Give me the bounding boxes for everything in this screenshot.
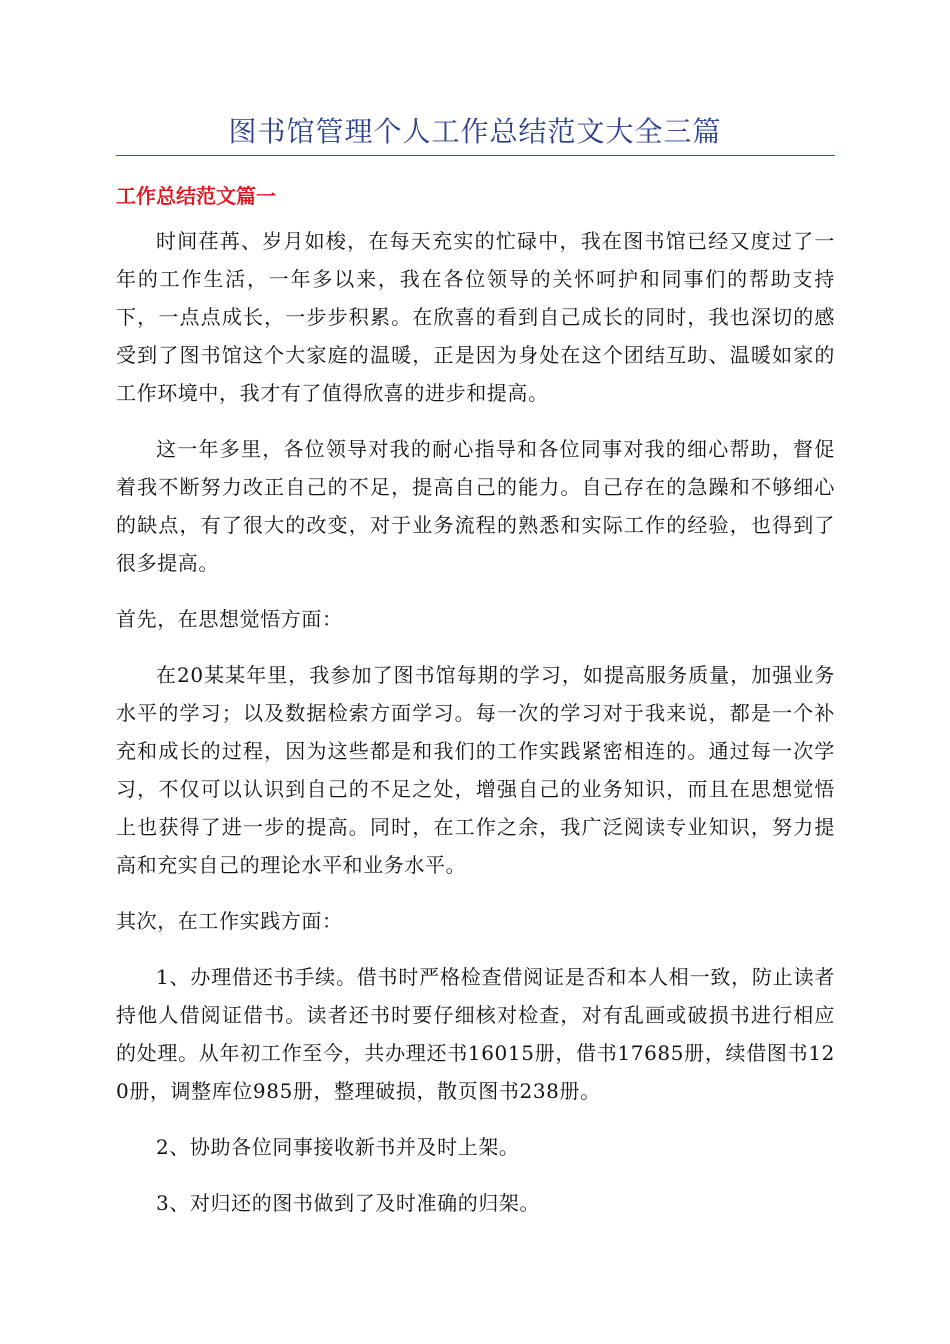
list-item-paragraph: 2、协助各位同事接收新书并及时上架。 — [156, 1135, 520, 1159]
subheading-paragraph: 其次，在工作实践方面： — [116, 909, 343, 933]
title-underline — [116, 155, 835, 156]
subheading-paragraph: 首先，在思想觉悟方面： — [116, 607, 343, 631]
body-paragraph: 在20某某年里，我参加了图书馆每期的学习，如提高服务质量，加强业务水平的学习；以及数据检索方面学习。每一次的学习对于我来说，都是一个补充和成长的过程，因为这些都是和我们的工作实践紧密相连的。通过每一次学习，不仅可以认识到自己的不足之处，增强自己的业务知识，而且在思想觉悟上也获得了进一步的提高。同时，在工作之余，我广泛阅读专业知识，努力提高和充实自己的理论水平和业务水平。 — [116, 663, 835, 877]
list-item-paragraph: 1、办理借还书手续。借书时严格检查借阅证是否和本人相一致，防止读者持他人借阅证借书。读者还书时要仔细核对检查，对有乱画或破损书进行相应的处理。从年初工作至今，共办理还书16015册，借书17685册，续借图书120册，调整库位985册，整理破损，散页图书238册。 — [116, 965, 835, 1103]
body-paragraph: 时间荏苒、岁月如梭，在每天充实的忙碌中，我在图书馆已经又度过了一年的工作生活，一年多以来，我在各位领导的关怀呵护和同事们的帮助支持下，一点点成长，一步步积累。在欣喜的看到自己成长的同时，我也深切的感受到了图书馆这个大家庭的温暖，正是因为身处在这个团结互助、温暖如家的工作环境中，我才有了值得欣喜的进步和提高。 — [116, 229, 835, 405]
document-body — [116, 222, 835, 1240]
body-paragraph: 这一年多里，各位领导对我的耐心指导和各位同事对我的细心帮助，督促着我不断努力改正自己的不足，提高自己的能力。自己存在的急躁和不够细心的缺点，有了很大的改变，对于业务流程的熟悉和实际工作的经验，也得到了很多提高。 — [116, 437, 835, 575]
document-title: 图书馆管理个人工作总结范文大全三篇 — [228, 115, 722, 148]
section-heading: 工作总结范文篇一 — [116, 184, 276, 208]
list-item-paragraph: 3、对归还的图书做到了及时准确的归架。 — [156, 1191, 541, 1215]
